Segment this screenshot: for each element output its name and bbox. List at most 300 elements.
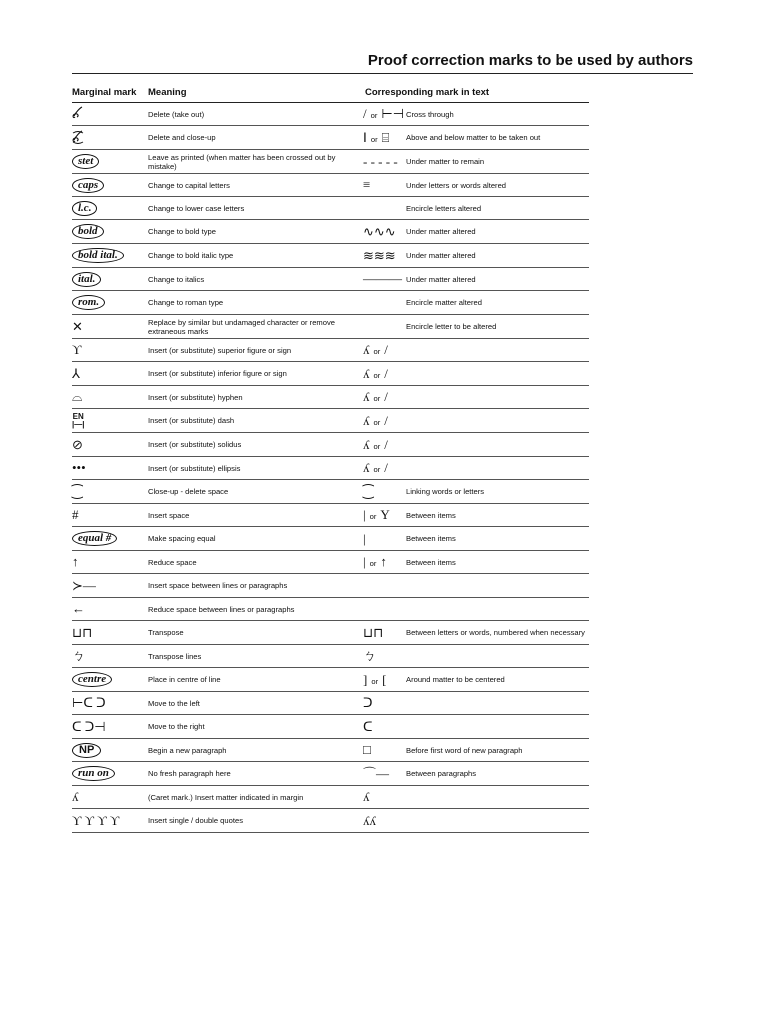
table-row <box>72 809 589 833</box>
meaning-text: Change to italics <box>148 274 205 284</box>
marginal-mark-cell <box>72 598 148 620</box>
text-mark-glyph: ≋≋≋ <box>363 247 396 263</box>
or-label: or <box>373 417 381 427</box>
hyphen-mark-icon: ⌓ <box>72 389 83 404</box>
meaning-cell <box>148 220 362 243</box>
page-title: Proof correction marks to be used by authors <box>367 52 693 69</box>
meaning-text: Insert (or substitute) ellipsis <box>148 463 241 473</box>
marginal-mark-cell <box>72 386 148 408</box>
text-mark-cell <box>363 315 405 338</box>
description-cell <box>406 668 589 691</box>
rom-oval-icon: rom. <box>72 295 105 310</box>
inferior-figure-icon: ⅄ <box>72 365 80 381</box>
description-text: Between items <box>406 557 456 567</box>
bar-or-fork-icon <box>363 509 390 521</box>
table-row <box>72 103 589 126</box>
description-cell <box>406 339 589 361</box>
np-oval-icon: NP <box>72 743 101 758</box>
meaning-cell <box>148 598 362 620</box>
description-text: Above and below matter to be taken out <box>406 133 541 142</box>
table-row <box>72 786 589 809</box>
description-text: Under matter to remain <box>406 157 485 166</box>
text-mark-glyph: ⁐ <box>363 483 374 499</box>
marginal-mark-cell <box>72 315 148 338</box>
bracket-pair-icon <box>363 671 387 687</box>
above-below-icon <box>363 129 390 145</box>
cross-through-icon <box>363 108 404 120</box>
text-mark-glyph: [ <box>382 671 387 687</box>
header-marginal-mark: Marginal mark <box>72 87 137 98</box>
description-text: Between paragraphs <box>406 769 477 778</box>
description-text: Under matter altered <box>406 251 476 260</box>
meaning-text: Change to roman type <box>148 298 224 307</box>
caret-or-slash-icon <box>363 365 388 381</box>
text-mark-cell <box>363 457 405 479</box>
marginal-mark-cell <box>72 551 148 573</box>
text-mark-cell <box>363 103 405 125</box>
text-mark-glyph: / <box>384 460 388 475</box>
meaning-cell <box>148 739 362 761</box>
caret-or-slash-icon <box>363 462 388 474</box>
text-mark-glyph: ᑐ <box>363 695 373 710</box>
description-cell <box>406 126 589 149</box>
wavy-underline-icon <box>363 223 396 239</box>
description-text: Around matter to be centered <box>406 675 505 684</box>
text-mark-cell <box>363 786 405 808</box>
table-row <box>72 220 589 244</box>
meaning-text: Begin a new paragraph <box>148 745 227 755</box>
description-text: Encircle matter altered <box>406 298 482 307</box>
description-cell <box>406 762 589 785</box>
text-mark-cell <box>363 739 405 761</box>
meaning-cell <box>148 480 362 503</box>
text-mark-cell <box>363 362 405 385</box>
or-label: or <box>370 111 378 120</box>
or-label: or <box>373 441 381 451</box>
description-text: Encircle letters altered <box>406 203 482 213</box>
description-cell <box>406 315 589 338</box>
description-text: Between items <box>406 510 456 520</box>
text-mark-glyph: Ⅰ <box>363 129 367 145</box>
description-cell <box>406 786 589 808</box>
centre-oval-icon: centre <box>72 672 112 687</box>
en-dash-icon <box>72 413 84 429</box>
text-mark-cell <box>363 291 405 314</box>
marginal-mark-cell <box>72 786 148 808</box>
meaning-text: Delete and close-up <box>148 133 216 142</box>
en-label: EN <box>72 411 84 421</box>
caret-or-slash-icon <box>363 412 388 428</box>
insert-space-icon: # <box>72 507 79 522</box>
table-row <box>72 244 589 268</box>
table-row <box>72 504 589 527</box>
marginal-mark-cell <box>72 150 148 173</box>
text-mark-cell <box>363 621 405 644</box>
description-cell <box>406 291 589 314</box>
marginal-mark-cell <box>72 126 148 149</box>
meaning-cell <box>148 339 362 361</box>
run-on-line-icon <box>363 765 390 781</box>
text-mark-cell <box>363 174 405 196</box>
caret-or-slash-icon <box>363 344 388 356</box>
meaning-cell <box>148 504 362 526</box>
meaning-text: Change to bold type <box>148 227 216 236</box>
description-cell <box>406 621 589 644</box>
text-mark-cell <box>363 574 405 597</box>
description-text: Between letters or words, numbered when necessary <box>406 628 585 637</box>
description-cell <box>406 809 589 832</box>
text-mark-glyph: ʎ <box>363 412 370 428</box>
text-mark-glyph: ∿∿∿ <box>363 223 396 239</box>
marginal-mark-cell <box>72 197 148 219</box>
meaning-text: Make spacing equal <box>148 534 216 543</box>
marginal-mark-cell <box>72 362 148 385</box>
meaning-cell <box>148 126 362 149</box>
meaning-cell <box>148 457 362 479</box>
marginal-mark-cell <box>72 645 148 667</box>
marginal-mark-cell <box>72 504 148 526</box>
table-row <box>72 126 589 150</box>
superior-figure-icon: ϒ <box>72 342 82 357</box>
text-mark-glyph: ʎ <box>363 789 370 804</box>
meaning-cell <box>148 386 362 408</box>
text-mark-glyph: ] <box>363 671 368 687</box>
meaning-text: Place in centre of line <box>148 675 221 684</box>
table-row <box>72 715 589 739</box>
marginal-mark-cell <box>72 268 148 290</box>
transpose-lines-icon <box>363 650 376 662</box>
meaning-cell <box>148 197 362 219</box>
equal-space-oval-icon: equal # <box>72 531 117 546</box>
meaning-cell <box>148 786 362 808</box>
description-text: Under letters or words altered <box>406 180 507 190</box>
marginal-mark-cell <box>72 762 148 785</box>
text-mark-glyph: ʎ <box>363 342 370 357</box>
description-cell <box>406 220 589 243</box>
or-label: or <box>370 134 378 144</box>
marginal-mark-cell <box>72 339 148 361</box>
description-cell <box>406 551 589 573</box>
description-cell <box>406 574 589 597</box>
marginal-mark-cell <box>72 103 148 125</box>
meaning-cell <box>148 668 362 691</box>
description-cell <box>406 692 589 714</box>
or-label: or <box>373 394 381 403</box>
marginal-mark-cell <box>72 692 148 714</box>
table-row <box>72 480 589 504</box>
solidus-circle-icon: ⊘ <box>72 436 83 452</box>
table-row <box>72 197 589 220</box>
stet-oval-icon: stet <box>72 154 99 169</box>
or-label: or <box>369 559 377 568</box>
table-row <box>72 551 589 574</box>
table-row <box>72 574 589 598</box>
or-label: or <box>373 370 381 380</box>
text-mark-glyph: ʎ <box>363 436 370 452</box>
text-mark-glyph: / <box>384 342 388 357</box>
meaning-text: Insert space between lines or paragraphs <box>148 581 288 590</box>
text-mark-cell <box>363 409 405 432</box>
or-label: or <box>373 465 381 474</box>
run-on-oval-icon: run on <box>72 766 115 781</box>
marginal-mark-cell <box>72 739 148 761</box>
meaning-text: Delete (take out) <box>148 109 205 119</box>
meaning-text: Change to lower case letters <box>148 203 245 213</box>
text-mark-cell <box>363 268 405 290</box>
title-rule <box>72 73 693 74</box>
meaning-cell <box>148 762 362 785</box>
table-row <box>72 527 589 551</box>
reduce-space-arrow-icon: ↑ <box>72 554 79 569</box>
meaning-text: Reduce space between lines or paragraphs <box>148 604 295 614</box>
meaning-text: Change to capital letters <box>148 180 230 190</box>
table-row <box>72 386 589 409</box>
meaning-cell <box>148 527 362 550</box>
bar-or-arrow-icon <box>363 556 387 568</box>
table-row <box>72 339 589 362</box>
text-mark-glyph: ≡ <box>363 177 371 192</box>
table-row <box>72 668 589 692</box>
meaning-text: Replace by similar but undamaged character or remove extraneous marks <box>148 317 335 336</box>
description-cell <box>406 103 589 125</box>
text-mark-cell <box>363 480 405 503</box>
meaning-text: Transpose lines <box>148 651 202 661</box>
delete-mark-icon <box>72 106 84 122</box>
caret-or-slash-icon <box>363 391 388 403</box>
text-mark-glyph: ㄅ <box>363 648 377 663</box>
text-mark-glyph: / <box>384 412 388 428</box>
description-cell <box>406 174 589 196</box>
wavy-double-underline-icon <box>363 247 396 263</box>
meaning-cell <box>148 433 362 456</box>
table-row <box>72 739 589 762</box>
description-cell <box>406 386 589 408</box>
description-text: Encircle letter to be altered <box>406 322 497 331</box>
meaning-text: Change to bold italic type <box>148 251 234 260</box>
meaning-text: (Caret mark.) Insert matter indicated in margin <box>148 792 304 802</box>
description-cell <box>406 645 589 667</box>
text-mark-cell <box>363 809 405 832</box>
meaning-cell <box>148 551 362 573</box>
marginal-mark-cell <box>72 174 148 196</box>
description-cell <box>406 150 589 173</box>
description-cell <box>406 244 589 267</box>
description-text: Cross through <box>406 109 454 119</box>
replace-cross-icon: ✕ <box>72 318 83 334</box>
text-mark-cell <box>363 126 405 149</box>
table-row <box>72 291 589 315</box>
description-cell <box>406 197 589 219</box>
text-mark-glyph: / <box>384 365 388 381</box>
dash-bar-icon: |—| <box>72 419 85 429</box>
marginal-mark-cell <box>72 668 148 691</box>
meaning-text: No fresh paragraph here <box>148 769 231 778</box>
transpose-icon <box>363 624 384 640</box>
dotted-underline-icon <box>363 153 398 169</box>
description-cell <box>406 457 589 479</box>
table-row <box>72 598 589 621</box>
text-mark-glyph: ⌸ <box>381 129 390 145</box>
text-mark-glyph: ↑ <box>380 554 387 569</box>
text-mark-cell <box>363 386 405 408</box>
meaning-text: Insert (or substitute) superior figure or sign <box>148 345 292 355</box>
text-mark-cell <box>363 244 405 267</box>
description-cell <box>406 268 589 290</box>
meaning-text: Insert single / double quotes <box>148 816 243 825</box>
text-mark-cell <box>363 527 405 550</box>
text-mark-glyph: □ <box>363 742 371 757</box>
description-cell <box>406 739 589 761</box>
marginal-mark-cell <box>72 527 148 550</box>
meaning-cell <box>148 150 362 173</box>
text-mark-glyph: - - - - - <box>363 153 398 169</box>
marginal-mark-cell <box>72 220 148 243</box>
description-text: Linking words or letters <box>406 487 485 496</box>
caret-or-slash-icon <box>363 436 388 452</box>
transpose-icon: ⊔⊓ <box>72 624 93 640</box>
text-mark-glyph: / <box>363 106 367 121</box>
meaning-cell <box>148 174 362 196</box>
right-bracket-icon <box>363 718 373 734</box>
text-mark-glyph: ʎ <box>363 389 370 404</box>
marks-table <box>72 103 589 833</box>
or-label: or <box>369 512 377 521</box>
table-row <box>72 762 589 786</box>
meaning-cell <box>148 362 362 385</box>
text-mark-glyph: | <box>363 530 366 546</box>
table-row <box>72 174 589 197</box>
quotes-icon: ϒ ϒ ϒ ϒ <box>72 812 120 828</box>
text-mark-glyph: ʎ <box>363 365 370 381</box>
text-mark-cell <box>363 150 405 173</box>
marginal-mark-cell <box>72 480 148 503</box>
text-mark-glyph: | <box>363 507 366 522</box>
text-mark-cell <box>363 762 405 785</box>
meaning-cell <box>148 268 362 290</box>
marginal-mark-cell <box>72 433 148 456</box>
text-mark-cell <box>363 433 405 456</box>
meaning-text: Insert (or substitute) inferior figure or sign <box>148 369 287 378</box>
meaning-cell <box>148 621 362 644</box>
description-text: Under matter altered <box>406 227 476 236</box>
triple-underline-icon <box>363 179 370 191</box>
table-row <box>72 692 589 715</box>
meaning-text: Insert space <box>148 510 190 520</box>
meaning-cell <box>148 809 362 832</box>
text-mark-glyph: ⌒― <box>363 765 390 781</box>
meaning-text: Move to the right <box>148 722 205 731</box>
insert-line-space-icon: ≻— <box>72 577 96 593</box>
text-mark-cell <box>363 504 405 526</box>
text-mark-cell <box>363 692 405 714</box>
text-mark-glyph: ʎʎ <box>363 812 376 828</box>
meaning-text: Leave as printed (when matter has been crossed out by mistake) <box>148 152 336 171</box>
text-mark-glyph: / <box>384 436 388 452</box>
text-mark-glyph: ——— <box>363 271 402 286</box>
single-underline-icon <box>363 273 402 285</box>
description-cell <box>406 598 589 620</box>
marginal-mark-cell <box>72 457 148 479</box>
text-mark-glyph: ʎ <box>363 460 370 475</box>
description-cell <box>406 504 589 526</box>
caps-oval-icon: caps <box>72 178 104 193</box>
table-row <box>72 621 589 645</box>
table-row <box>72 315 589 339</box>
meaning-cell <box>148 244 362 267</box>
meaning-text: Insert (or substitute) dash <box>148 416 235 425</box>
close-up-icon: ⁐ <box>72 483 83 499</box>
caret-icon: ʎ <box>72 789 79 804</box>
meaning-text: Reduce space <box>148 557 197 567</box>
description-cell <box>406 409 589 432</box>
table-row <box>72 268 589 291</box>
marginal-mark-cell <box>72 244 148 267</box>
description-cell <box>406 433 589 456</box>
meaning-text: Transpose <box>148 628 184 637</box>
meaning-cell <box>148 409 362 432</box>
header-corresponding-mark: Corresponding mark in text <box>365 87 490 98</box>
description-cell <box>406 480 589 503</box>
transpose-lines-icon: ㄅ <box>72 648 86 663</box>
text-mark-cell <box>363 668 405 691</box>
text-mark-glyph: | <box>363 554 366 569</box>
header-meaning: Meaning <box>148 87 187 98</box>
table-row <box>72 150 589 174</box>
move-left-icon: ⊢ᑕ ᑐ <box>72 695 106 710</box>
description-cell <box>406 527 589 550</box>
double-caret-icon <box>363 812 376 828</box>
meaning-text: Move to the left <box>148 698 200 708</box>
text-mark-glyph: Y <box>380 507 390 522</box>
table-row <box>72 645 589 668</box>
table-row <box>72 409 589 433</box>
description-text: Before first word of new paragraph <box>406 745 523 755</box>
text-mark-cell <box>363 197 405 219</box>
ellipsis-dots-icon: ••• <box>72 460 86 475</box>
description-cell <box>406 362 589 385</box>
or-label: or <box>373 347 381 356</box>
bold-ital-oval-icon: bold ital. <box>72 248 124 263</box>
square-icon <box>363 744 371 756</box>
delete-close-up-icon <box>72 130 86 146</box>
text-mark-cell <box>363 220 405 243</box>
meaning-cell <box>148 645 362 667</box>
reduce-line-space-icon: ← <box>72 601 85 616</box>
left-bracket-icon <box>363 697 373 709</box>
meaning-cell <box>148 574 362 597</box>
move-right-icon: ᑕ ᑐ⊣ <box>72 718 106 734</box>
text-mark-cell <box>363 339 405 361</box>
ital-oval-icon: ital. <box>72 272 101 287</box>
marginal-mark-cell <box>72 809 148 832</box>
text-mark-glyph: / <box>384 389 388 404</box>
table-row <box>72 362 589 386</box>
description-text: Under matter altered <box>406 274 476 284</box>
meaning-cell <box>148 692 362 714</box>
text-mark-cell <box>363 715 405 738</box>
table-row <box>72 457 589 480</box>
meaning-cell <box>148 103 362 125</box>
description-cell <box>406 715 589 738</box>
text-mark-cell <box>363 598 405 620</box>
text-mark-glyph: ᑕ <box>363 718 373 734</box>
marginal-mark-cell <box>72 291 148 314</box>
meaning-text: Insert (or substitute) solidus <box>148 440 242 449</box>
text-mark-glyph: ⊢⊣ <box>381 106 405 121</box>
meaning-text: Close-up - delete space <box>148 487 229 496</box>
meaning-cell <box>148 291 362 314</box>
linking-icon <box>363 483 374 499</box>
